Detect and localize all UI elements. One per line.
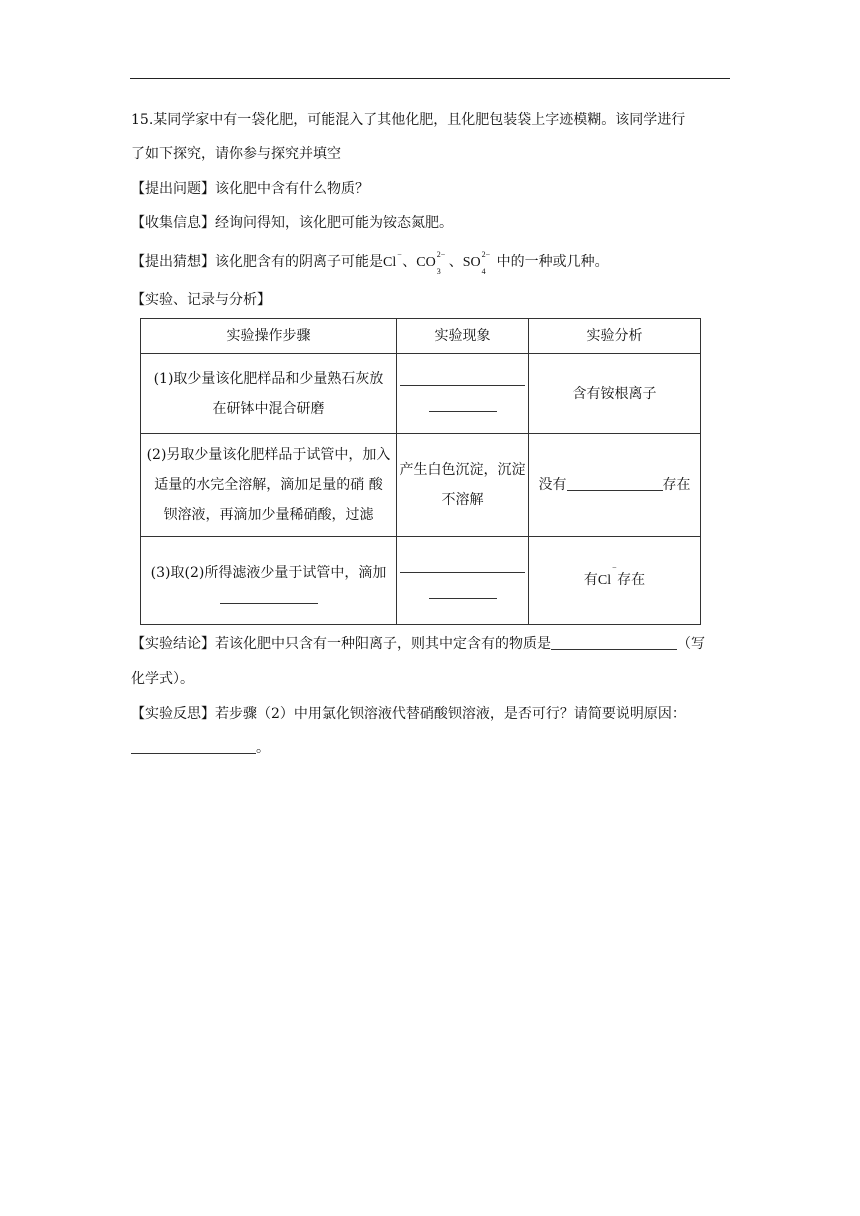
- reflection-blank[interactable]: [131, 739, 256, 754]
- reflection-line2: 。: [131, 738, 731, 758]
- row1-analysis: 含有铵根离子: [529, 354, 701, 434]
- row3-phenomenon-blank-2[interactable]: [429, 597, 497, 599]
- ask-problem: 【提出问题】该化肥中含有什么物质？: [131, 181, 369, 197]
- row3-chloride-ion: Cl −: [597, 563, 617, 588]
- header-step: 实验操作步骤: [141, 319, 397, 354]
- reflection-line1: 【实验反思】若步骤（2）中用氯化钡溶液代替硝酸钡溶液，是否可行？请简要说明原因：: [131, 706, 686, 722]
- row2-phenomenon: 产生白色沉淀，沉淀 不溶解: [397, 434, 529, 537]
- ion-carbonate: CO 2− 3: [416, 250, 446, 276]
- row3-step-blank[interactable]: [220, 602, 318, 604]
- sep1: 、: [402, 254, 417, 270]
- collect-info: 【收集信息】经询问得知，该化肥可能为铵态氮肥。: [131, 215, 453, 231]
- row1-phenomenon-blank-1[interactable]: [400, 384, 525, 386]
- section-title: 【实验、记录与分析】: [131, 292, 271, 308]
- row2-analysis: 没有 存在: [529, 434, 701, 537]
- hypothesis-suffix: 中的一种或几种。: [496, 254, 609, 270]
- question-intro-line1: 15.某同学家中有一袋化肥，可能混入了其他化肥，且化肥包装袋上字迹模糊。该同学进行: [131, 112, 686, 128]
- question-intro-line2: 了如下探究，请你参与探究并填空: [131, 146, 341, 162]
- conclusion-line2: 化学式）。: [131, 671, 194, 687]
- conclusion-blank[interactable]: [551, 635, 677, 650]
- ion-sulfate: SO 2− 4: [462, 250, 491, 276]
- hypothesis: [131, 250, 731, 276]
- row3-analysis: 有Cl − 存在: [529, 537, 701, 625]
- sep2: 、: [448, 254, 463, 270]
- row3-phenomenon-blank-1[interactable]: [400, 571, 525, 573]
- row1-phenomenon-blank-2[interactable]: [429, 410, 497, 412]
- row3-step: (3)取(2)所得滤液少量于试管中，滴加: [141, 537, 397, 625]
- row1-step: (1)取少量该化肥样品和少量熟石灰放 在研钵中混合研磨: [141, 354, 397, 434]
- hypothesis-prefix: 【提出猜想】该化肥含有的阴离子可能是: [131, 254, 383, 270]
- row2-step: (2)另取少量该化肥样品于试管中，加入 适量的水完全溶解，滴加足量的硝 酸 钡溶液，再滴加少量稀硝酸，过滤: [141, 434, 397, 537]
- row3-phenomenon: [397, 537, 529, 625]
- experiment-table: [140, 318, 701, 625]
- row1-phenomenon: [397, 354, 529, 434]
- conclusion-line1: 【实验结论】若该化肥中只含有一种阳离子，则其中定含有的物质是 （写: [131, 636, 705, 652]
- header-rule: [130, 78, 730, 79]
- ion-chloride: Cl −: [383, 250, 402, 270]
- header-analysis: 实验分析: [529, 319, 701, 354]
- header-phenomenon: 实验现象: [397, 319, 529, 354]
- row2-analysis-blank[interactable]: [567, 476, 663, 491]
